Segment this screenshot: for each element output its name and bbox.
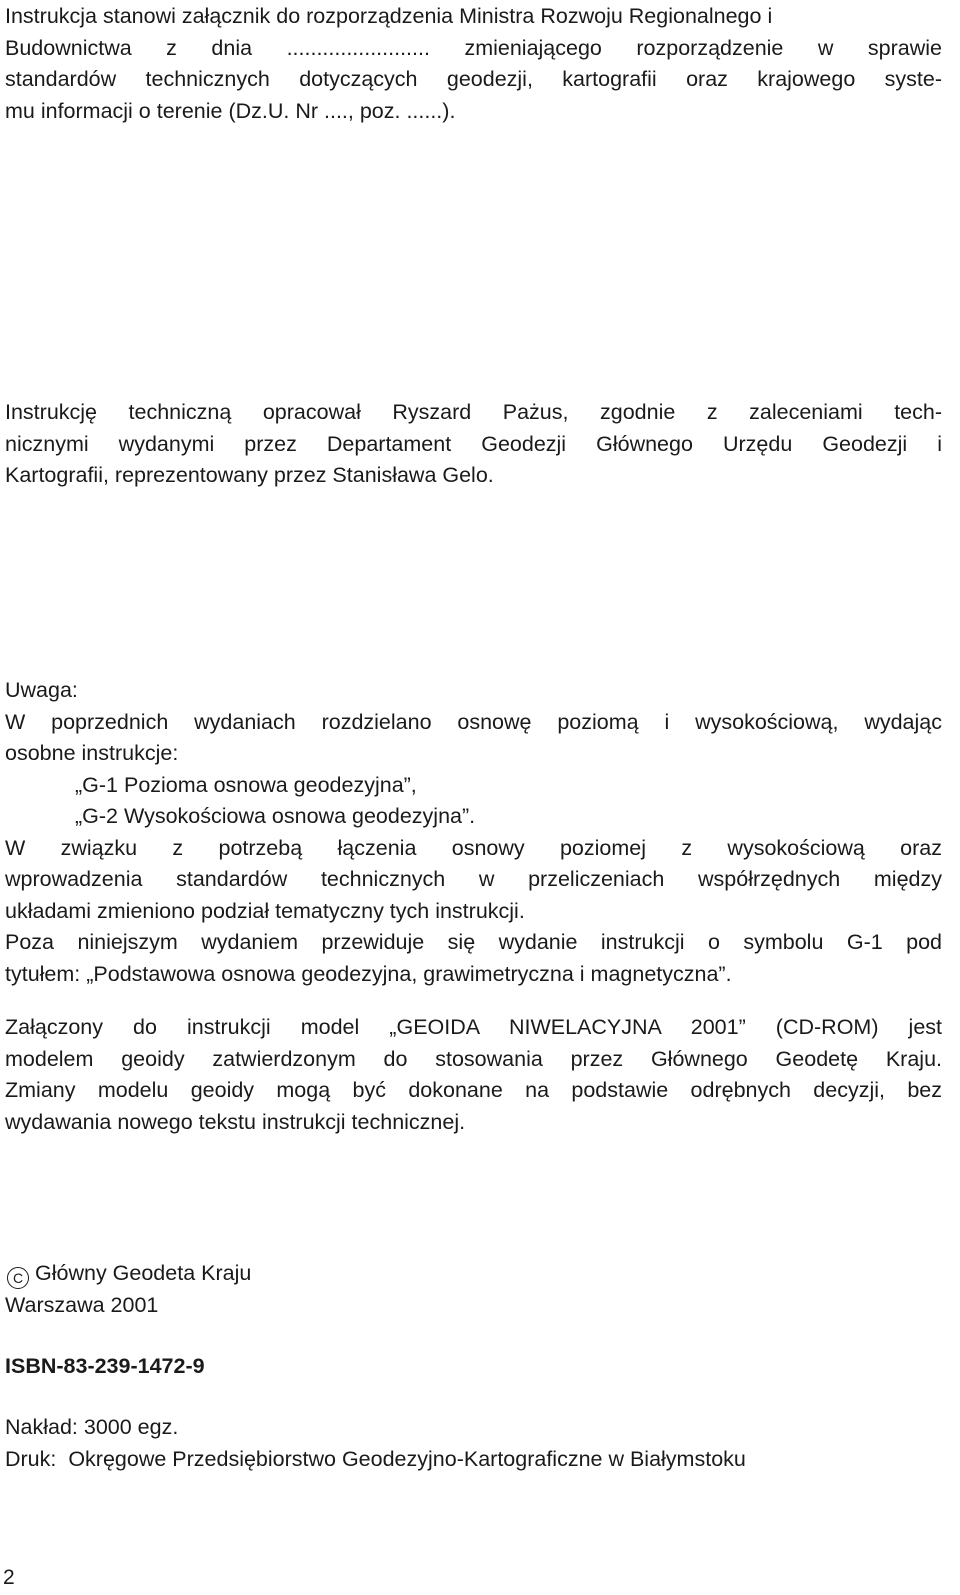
place-year: Warszawa 2001 xyxy=(5,1292,159,1317)
geoid-model-note-line: Załączony do instrukcji model „GEOIDA NIWELACYJNA 2001” (CD-ROM) jest xyxy=(5,1015,942,1039)
geoid-model-note-line: Zmiany modelu geoidy mogą być dokonane na podstawie odrębnych decyzji, bez xyxy=(5,1078,942,1102)
remark-body-line: W związku z potrzebą łączenia osnowy poziomej z wysokościową oraz xyxy=(5,835,942,860)
printer: Druk: Okręgowe Przedsiębiorstwo Geodezyjno-Kartograficzne w Białymstoku xyxy=(5,1446,746,1471)
imprint-print-info xyxy=(5,1412,942,1475)
author-note xyxy=(5,397,942,492)
geoid-model-note-line: wydawania nowego tekstu instrukcji technicznej. xyxy=(5,1109,466,1134)
geoid-model-note xyxy=(5,1012,942,1138)
instruction-item-g2: „G-2 Wysokościowa osnowa geodezyjna”. xyxy=(75,804,476,828)
regulation-note-line: standardów technicznych dotyczących geodezji, kartografii oraz krajowego syste- xyxy=(5,67,942,91)
regulation-note-line: mu informacji o terenie (Dz.U. Nr ...., poz. ......). xyxy=(5,98,456,123)
remark-body-line: wprowadzenia standardów technicznych w przeliczeniach współrzędnych między xyxy=(5,867,942,891)
author-note-line: nicznymi wydanymi przez Departament Geodezji Głównego Urzędu Geodezji i xyxy=(5,431,942,456)
remark-intro-line: osobne instrukcje: xyxy=(5,741,179,765)
regulation-note-line: Budownictwa z dnia ........................ zmieniającego rozporządzenie w sprawie xyxy=(5,35,942,60)
remark-section xyxy=(5,675,942,990)
remark-body-line: Poza niniejszym wydaniem przewiduje się wydanie instrukcji o symbolu G-1 pod xyxy=(5,930,942,954)
geoid-model-note-line: modelem geoidy zatwierdzonym do stosowania przez Głównego Geodetę Kraju. xyxy=(5,1046,942,1071)
remark-body-line: układami zmieniono podział tematyczny tych instrukcji. xyxy=(5,898,525,923)
isbn: ISBN-83-239-1472-9 xyxy=(5,1354,205,1378)
print-run: Nakład: 3000 egz. xyxy=(5,1415,179,1439)
author-note-line: Kartografii, reprezentowany przez Stanisława Gelo. xyxy=(5,463,494,487)
remark-heading: Uwaga: xyxy=(5,678,78,702)
remark-body-line: tytułem: „Podstawowa osnowa geodezyjna, grawimetryczna i magnetyczna”. xyxy=(5,961,732,986)
regulation-note xyxy=(5,1,942,127)
imprint-copyright xyxy=(5,1258,942,1321)
regulation-note-line: Instrukcja stanowi załącznik do rozporządzenia Ministra Rozwoju Regionalnego i xyxy=(5,4,773,28)
remark-intro-line: W poprzednich wydaniach rozdzielano osnowę poziomą i wysokościową, wydając xyxy=(5,709,942,734)
author-note-line: Instrukcję techniczną opracował Ryszard Pażus, zgodnie z zaleceniami tech- xyxy=(5,400,942,424)
instruction-item-g1: „G-1 Pozioma osnowa geodezyjna”, xyxy=(75,772,417,797)
copyright-holder: Główny Geodeta Kraju xyxy=(35,1261,252,1285)
page-number: 2 xyxy=(3,1566,15,1589)
copyright-icon: C xyxy=(7,1267,29,1289)
